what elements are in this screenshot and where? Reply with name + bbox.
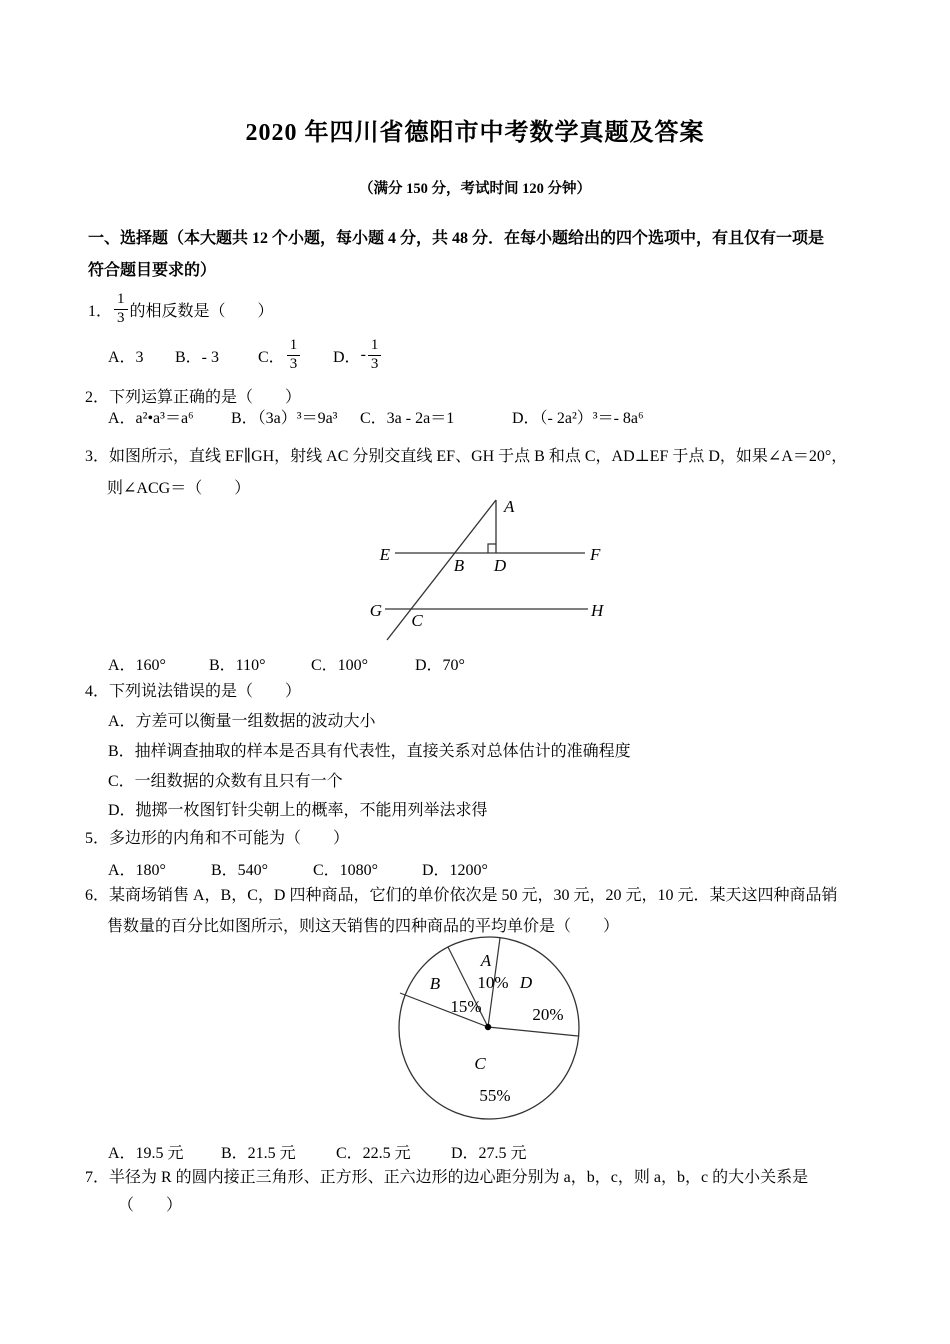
option-2d: D．（- 2a²）³＝- 8a⁶ (512, 409, 644, 427)
page-title: 2020 年四川省德阳市中考数学真题及答案 (245, 120, 705, 146)
question-1-options (0, 332, 950, 378)
question-4: 4．下列说法错误的是（ ） (85, 683, 302, 700)
label-H: H (591, 601, 604, 620)
label-A: A (504, 497, 515, 516)
pie-pct-B: 15% (450, 997, 482, 1016)
option-1c: C． $\frac{1}{3}$ (258, 332, 302, 378)
option-5d: D．1200° (422, 861, 488, 879)
question-3-line2: 则∠ACG＝（ ） (107, 480, 251, 497)
fraction-one-third: $\frac{1}{3}$ (114, 292, 128, 327)
label-B: B (453, 556, 465, 575)
option-5c: C．1080° (313, 861, 379, 879)
option-4c: C．一组数据的众数有且只有一个 (108, 773, 343, 790)
question-7-line2: （ ） (118, 1197, 183, 1214)
pie-pct-A: 10% (477, 973, 509, 992)
fraction-one-third: $\frac{1}{3}$ (287, 338, 301, 373)
section-heading-line2: 符合题目要求的） (88, 262, 217, 279)
option-2b: B．（3a）³＝9a³ (231, 409, 338, 427)
label-E: E (379, 545, 390, 564)
pie-label-A: A (480, 951, 492, 970)
option-2c: C．3a - 2a＝1 (360, 409, 455, 427)
ray-AC (387, 500, 496, 640)
option-4d: D．抛掷一枚图钉针尖朝上的概率，不能用列举法求得 (108, 802, 488, 819)
geometry-figure (360, 488, 620, 650)
minus-sign: - (360, 346, 366, 363)
question-3-options (0, 651, 950, 675)
fraction-one-third: $\frac{1}{3}$ (368, 338, 382, 373)
option-3b: B．110° (209, 656, 266, 674)
page-subtitle: （满分 150 分，考试时间 120 分钟） (359, 181, 591, 197)
pie-chart (395, 933, 585, 1125)
option-6a: A．19.5 元 (108, 1144, 184, 1162)
option-3c: C．100° (311, 656, 369, 674)
option-1d: D． - $\frac{1}{3}$ (333, 332, 383, 378)
question-3-line1: 3．如图所示，直线 EF∥GH，射线 AC 分别交直线 EF、GH 于点 B 和点 C，AD⊥EF 于点 D，如果∠A＝20°， (85, 448, 848, 465)
question-6-options (0, 1139, 950, 1163)
question-1-number: 1． (88, 302, 113, 320)
right-angle-mark (488, 544, 496, 553)
option-4b: B．抽样调查抽取的样本是否具有代表性，直接关系对总体估计的准确程度 (108, 743, 631, 760)
option-6b: B．21.5 元 (221, 1144, 296, 1162)
question-1-text: 的相反数是（ ） (129, 302, 274, 320)
question-7-line1: 7．半径为 R 的圆内接正三角形、正方形、正六边形的边心距分别为 a，b，c，则 a，b，c 的大小关系是 (85, 1169, 809, 1186)
question-5: 5．多边形的内角和不可能为（ ） (85, 830, 350, 847)
label-D: D (493, 556, 507, 575)
option-3a: A．160° (108, 656, 166, 674)
slice-line-DC (488, 1027, 578, 1036)
pie-label-D: D (519, 973, 533, 992)
question-6-line2: 售数量的百分比如图所示，则这天销售的四种商品的平均单价是（ ） (107, 918, 620, 935)
question-6-line1: 6．某商场销售 A，B，C，D 四种商品，它们的单价依次是 50 元，30 元，20 元，10 元．某天这四种商品销 (85, 887, 838, 904)
question-2: 2．下列运算正确的是（ ） (85, 389, 302, 406)
pie-pct-C: 55% (479, 1086, 511, 1105)
option-5b: B．540° (211, 861, 269, 879)
label-G: G (369, 601, 382, 620)
label-C: C (411, 611, 423, 630)
pie-pct-D: 20% (532, 1005, 564, 1024)
question-2-options (0, 402, 950, 430)
pie-label-C: C (474, 1054, 486, 1073)
question-5-options (0, 856, 950, 880)
pie-center-dot (485, 1024, 491, 1030)
option-6c: C．22.5 元 (336, 1144, 411, 1162)
option-2a: A．a²•a³＝a⁶ (108, 409, 194, 427)
option-4a: A．方差可以衡量一组数据的波动大小 (108, 713, 376, 730)
option-1a: A．3 (108, 348, 144, 366)
option-3d: D．70° (415, 656, 465, 674)
pie-label-B: B (429, 974, 441, 993)
option-1b: B．- 3 (175, 348, 220, 366)
option-6d: D．27.5 元 (451, 1144, 527, 1162)
question-1 (88, 286, 274, 332)
option-5a: A．180° (108, 861, 166, 879)
section-heading-line1: 一、选择题（本大题共 12 个小题，每小题 4 分，共 48 分．在每小题给出的四个选项中，有且仅有一项是 (88, 230, 825, 247)
label-F: F (590, 545, 601, 564)
